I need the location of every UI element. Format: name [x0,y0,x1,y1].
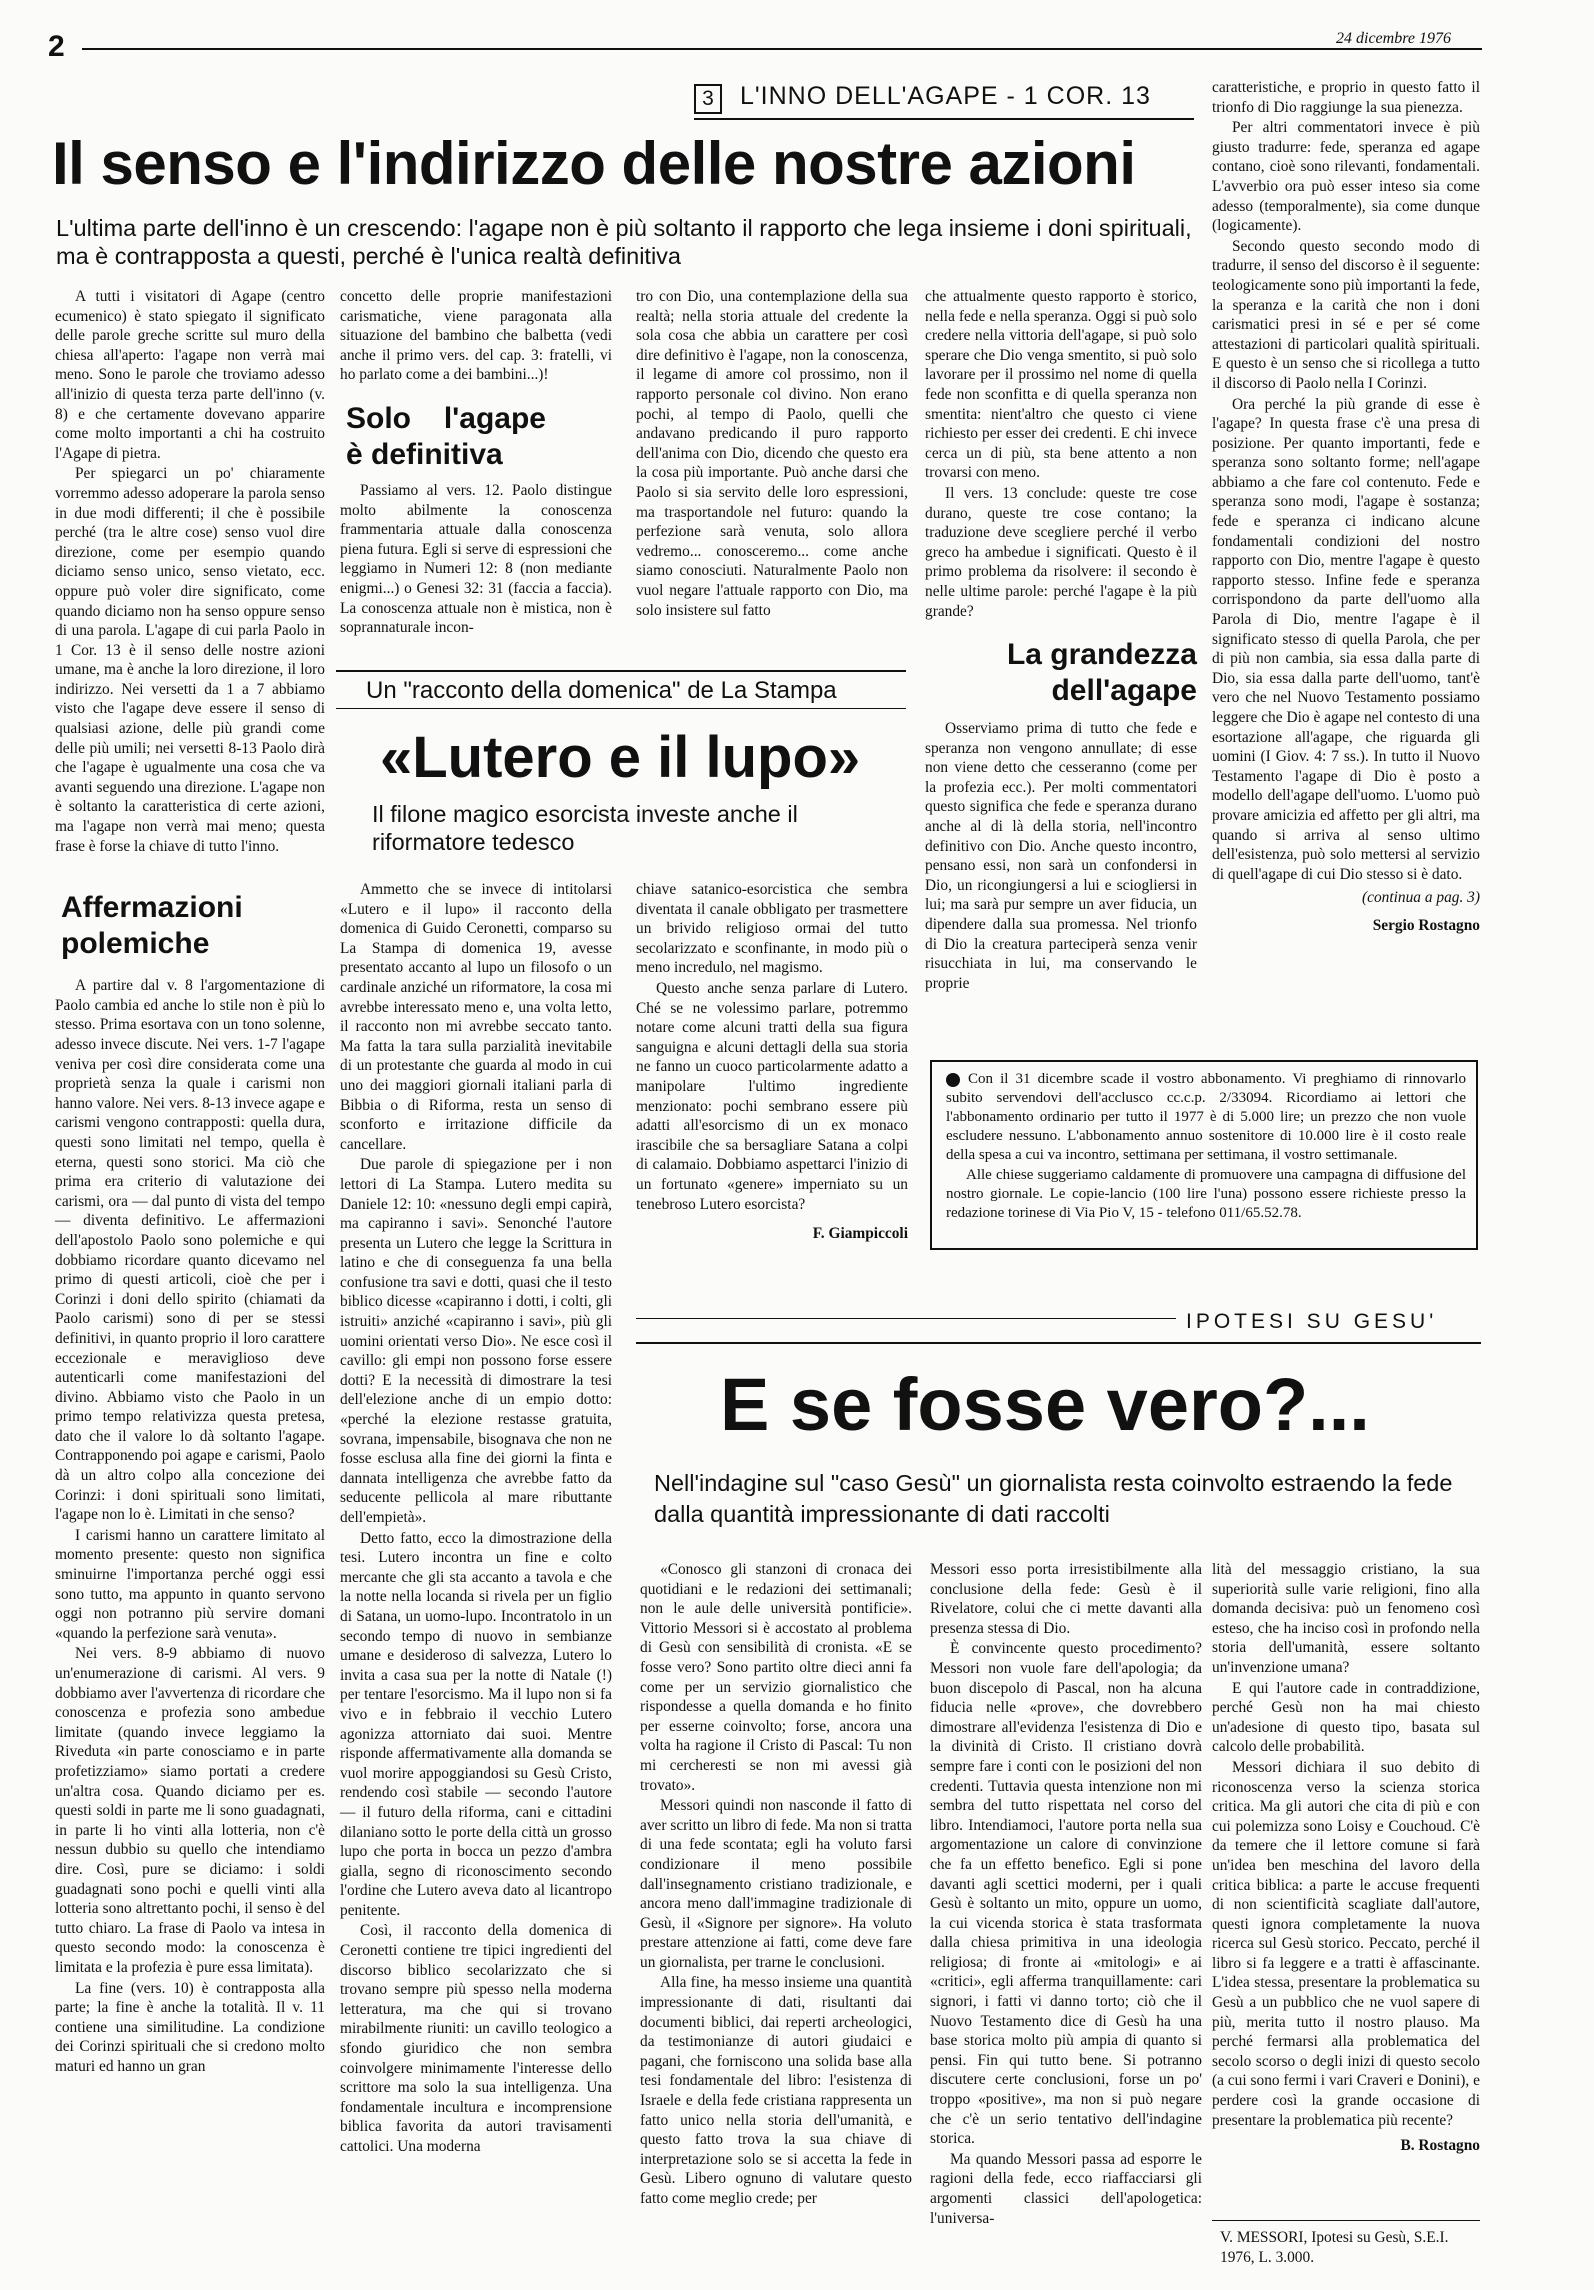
lutero-signature: F. Giampiccoli [812,1225,908,1243]
paragraph: Questo anche senza parlare di Lutero. Ché se ne volessimo parlare, potremmo notare come alcuni tratti della sua figura sanguigna e alcuni dettagli della sua storia ne fanno un cuoco particolarmente adatto a manipolare l'ultimo ingrediente menzionato: pochi sembrano essere più adatti all'esorcismo di un ex monaco irascibile che sa bersagliare Satana a colpi di calamaio. Dobbiamo aspettarci l'inizio di un fortunato «genere» imperniato su un tenebroso Lutero esorcista? [636,979,908,1213]
agape-deck: L'ultima parte dell'inno è un crescendo: l'agape non è più soltanto il rapporto che lega insieme i doni spirituali, ma è contrapposta a questi, perché è l'unica realtà definitiva [56,215,1192,269]
paragraph: caratteristiche, e proprio in questo fatto il trionfo di Dio raggiunge la sua pienezza. [1212,79,1480,116]
paragraph: Messori esso porta irresistibilmente alla conclusione della fede: Gesù è il Rivelatore, colui che ci mette davanti alla presenza stessa di Dio. [930,1561,1202,1637]
paragraph: «Conosco gli stanzoni di cronaca dei quotidiani e le redazioni dei settimanali; non le aule delle università pontificie». Vittorio Messori si è accostato al problema di Gesù con sensibilità di cronista. «E se fosse vero? Sono partito oltre dieci anni fa come per un servizio giornalistico che rispondesse a quella domanda e ho finito per esserne coinvolto; forse, ancora una volta ha ragione il Cristo di Pascal: Tu non mi cercheresti se non mi avessi già trovato». [640,1561,912,1794]
agape-column-2 [340,287,612,637]
paragraph: Due parole di spiegazione per i non lettori di La Stampa. Lutero medita su Daniele 12: 10: «nessuno degli empi capirà, ma capiranno i savi». Senonché l'autore presenta un Lutero che legge la Scrittura in latino e che di conseguenza fa una bella confusione tra savi e dotti, quasi che il testo biblico dicesse «capiranno i dotti, i colti, gli istruiti» anziché «capiranno i savi», più gli uomini orientati verso Dio». Ne esce così il cavillo: gli empi non possono forse essere dotti? E la necessità di dimostrare la tesi dell'elezione anche di un empio dotto: «perché la elezione restasse gratuita, sovrana, impensabile, bisognava che non ne fosse esclusa alla fine dei giorni la finta e dannata intelligenza che avrebbe fatto da seducente pellicola al mare ributtante dell'empietà». [340,1156,612,1526]
book-reference: V. MESSORI, Ipotesi su Gesù, S.E.I. 1976, L. 3.000. [1220,2229,1449,2266]
agape-column-4 [925,287,1197,1047]
issue-date: 24 dicembre 1976 [1336,30,1451,47]
paragraph: Detto fatto, ecco la dimostrazione della tesi. Lutero incontra un fine e colto mercante che gli sta accanto a tavola e che la notte nella locanda si rivela per un figlio di Satana, un uomo-lupo. Incontratolo in un secondo tempo di nuovo in sembianze umane e desideroso di salvezza, Lutero lo invita a casa sua per la notte di Natale (!) per tentare l'esorcismo. Ma il lupo non si fa vivo e in febbraio il vecchio Lutero agonizza attorniato dai suoi. Mentre risponde affermativamente alla domanda se vuol morire appoggiandosi su Gesù Cristo, rendendo così stabile — secondo l'autore — il futuro della riforma, cani e cittadini dilaniano sotto le porte della città un grosso lupo che porta in bocca un pezzo d'ambra gialla, segno di riconoscimento secondo l'ordine che Lutero aveva dato al licantropo penitente. [340,1529,612,1919]
header-rule [82,48,1482,50]
book-ref-rule [1212,2220,1480,2221]
paragraph: chiave satanico-esorcistica che sembra diventata il canale obbligato per trasmettere un brivido religioso ormai del tutto secolarizzato e sconfinante, in modo più o meno incredulo, nel magismo. [636,881,908,977]
subheading-affermazioni: Affermazioni polemiche [61,891,243,961]
lutero-headline: «Lutero e il lupo» [380,725,861,790]
paragraph: E qui l'autore cade in contraddizione, perché Gesù non ha mai chiesto un'adesione di questo tipo, basata sul calcolo delle probabilità. [1212,1679,1480,1756]
agape-column-5 [1212,78,1480,1068]
paragraph: Messori quindi non nasconde il fatto di aver scritto un libro di fede. Ma non si tratta di una fede scontata; egli ha voluto farsi condizionare il meno possibile dall'insegnamento cristiano tradizionale, e ancora meno dall'immagine tradizionale di Gesù, il «Signore per signore». Ha voluto prestare attenzione ai fatti, come deve fare un giornalista, per trarne le conclusioni. [640,1797,912,1971]
paragraph: tro con Dio, una contemplazione della sua realtà; nella storia attuale del credente la sola cosa che abbia un carattere per così dire definitivo è l'agape, non la conoscenza, il legame di amore col prossimo, non il rapporto personale col divino. Non erano pochi, al tempo di Paolo, quelli che andavano predicando il puro rapporto dell'anima con Dio, dicendo che questo era la cosa più importante. Può anche darsi che Paolo si sia servito delle loro espressioni, ma trasportandole nel futuro: quando la perfezione sarà venuta, solo allora vedremo... conosceremo... come anche siamo conosciuti. Naturalmente Paolo non vuol negare l'attuale rapporto con Dio, ma solo insistere sul fatto [636,288,908,619]
gesu-headline: E se fosse vero?... [720,1363,1370,1446]
subscription-notice [930,1060,1478,1250]
gesu-column-1 [640,1560,912,2280]
paragraph: Il vers. 13 conclude: queste tre cose durano, queste tre cose contano; la traduzione deve scegliere perché il verbo greco ha ambedue i significati. Questo è il primo problema da risolvere: il secondo è nelle ultime parole: perché l'agape è la più grande? [925,484,1197,620]
lutero-kicker-rule [336,708,906,709]
series-label: L'INNO DELL'AGAPE - 1 COR. 13 [740,82,1151,110]
paragraph: lità del messaggio cristiano, la sua superiorità sulle varie religioni, fino alla domanda decisiva: può un fenomeno così esteso, che ha inciso così in profondo nella storia dell'umanità, essere soltanto un'invenzione umana? [1212,1561,1480,1676]
paragraph: Nei vers. 8-9 abbiamo di nuovo un'enumerazione di carismi. Al vers. 9 dobbiamo aver l'avvertenza di ricordare che conoscenza e profezia sono ambedue limitate (quando invece leggiamo la Riveduta «in parte conosciamo e in parte profetizziamo» siamo portati a credere un'altra cosa. Quando diciamo per es. questi soldi in parte me li sono guadagnati, in parte li ho vinti alla lotteria, non c'è nessun dubbio su quello che intendiamo dire. Così, pure se diciamo: i soldi guadagnati sono pochi e quelli vinti alla lotteria sono altrettanto pochi, il senso è del tutto chiaro. La frase di Paolo va intesa in questo secondo modo: la conoscenza è limitata e la profezia è pure essa limitata). [55,1645,325,1976]
agape-signature: Sergio Rostagno [1372,916,1480,934]
paragraph: I carismi hanno un carattere limitato al momento presente: questo non significa sminuirne l'importanza perché oggi essi sono tutto, ma appunto in quanto servono oggi non potranno più servire domani «quando la perfezione sarà venuta». [55,1526,325,1642]
bullet-icon [946,1073,960,1087]
gesu-kicker-rule [636,1342,1481,1344]
paragraph: A partire dal v. 8 l'argomentazione di Paolo cambia ed anche lo stile non è più lo stesso. Prima esortava con un tono solenne, adesso invece discute. Nei vers. 1-7 l'agape veniva per così dire considerata come una proprietà senza la quale i carismi non hanno valore. Nei vers. 8-13 invece agape e carismi vengono contrapposti: quella dura, questi sono limitati nel tempo, quella è eterna, questi sono storici. Ma ciò che prima era criterio di valutazione dei carismi, ora — dal punto di vista del tempo — diventa definitivo. Le affermazioni dell'apostolo Paolo sono polemiche e qui dobbiamo ricordare quanto dicevamo nel primo di questi articoli, cioè che per i Corinzi i doni dello spirito (chiamati da Paolo carismi) sono di per se stessi definitivi, in quanto proprio il loro carattere eccezionale e meraviglioso deve autenticarli come manifestazioni del divino. Abbiamo visto che Paolo in un primo tempo relativizza questa pretesa, dato che il valore lo dà soltanto l'agape. Contrapponendo poi agape e carismi, Paolo dà un altro colpo alla concezione dei Corinzi: i doni spirituali sono limitati, l'agape non lo è. Limitati in che senso? [55,977,325,1524]
paragraph: Ma quando Messori passa ad esporre le ragioni della fede, ecco riaffacciarsi gli argomenti classici dell'apologetica: l'universa- [930,2150,1202,2227]
gesu-deck: Nell'indagine sul "caso Gesù" un giornalista resta coinvolto estraendo la fede dalla quantità impressionante di dati raccolti [654,1470,1453,1527]
lutero-column-1 [340,880,612,2280]
paragraph: È convincente questo procedimento? Messori non vuole fare dell'apologia; da buon discepolo di Pascal, non ha alcuna fiducia nelle «prove», che dovrebbero dimostrare all'evidenza l'esistenza di Dio e la divinità di Cristo. Il cristiano dovrà sempre fare i conti con le posizioni del non credenti. Tuttavia questa intenzione non mi sembra del tutto rispettata nel corso del libro. Intendiamoci, l'autore porta nella sua argomentazione un calore di convinzione che fa un effetto benefico. Egli si pone davanti agli scettici moderni, per i quali Gesù è soltanto un mito, oppure un uomo, la cui vicenda storica è stata trasformata dalla chiesa primitiva in una ideologia religiosa; di fronte ai «mitologi» e ai «critici», egli afferma tranquillamente: cari signori, i fatti vi danno torto; ciò che il Nuovo Testamento dice di Gesù ha una base storica molto più ampia di quanto si pensi. Fin qui tutto bene. Si potranno discutere certe conclusioni, forse un po' troppo «positive», ma non si può negare che c'è un serio tentativo dell'indagine storica. [930,1640,1202,2148]
lutero-column-2 [636,880,908,1300]
subheading-solo-agape: Solo l'agape è definitiva [346,401,546,471]
paragraph: Per altri commentatori invece è più giusto tradurre: fede, speranza ed agape contano, cioè sono rilevanti, fondamentali. L'avverbio ora può esser inteso sia come adesso (temporalmente), sia come dunque (logicamente). [1212,119,1480,235]
gesu-signature: B. Rostagno [1400,2137,1480,2155]
paragraph: concetto delle proprie manifestazioni carismatiche, viene paragonata alla situazione del bambino che balbetta (vedi anche il primo vers. del cap. 3: fratelli, vi ho parlato come a dei bambini...)! [340,288,612,384]
series-number-box: 3 [694,84,722,114]
subscription-text [946,1070,1466,1242]
paragraph: che attualmente questo rapporto è storico, nella fede e nella speranza. Oggi si può solo credere nella vittoria dell'agape, si può solo sperare che Dio venga smentito, si può solo lavorare per il prossimo nel nome di quella fede non sconfitta e di quella speranza non smentita: nient'altro che questo ci viene richiesto per esser dei credenti. E chi invece cerca un di più, sta bene attento a non trovarsi con meno. [925,288,1197,482]
gesu-top-rule [636,1318,1176,1319]
paragraph: Per spiegarci un po' chiaramente vorremmo adesso adoperare la parola senso in due modi differenti; il che è possibile perché (tra le altre cose) senso vuol dire direzione, come per esempio quando diciamo senso unico, senso vietato, ecc. oppure può voler dire significato, come quando diciamo non ha senso oppure senso di una parola. L'agape di cui parla Paolo in 1 Cor. 13 è il senso delle nostre azioni umane, ma è anche la loro direzione, il loro indirizzo. Nei versetti da 1 a 7 abbiamo visto che l'agape deve essere il senso di qualsiasi azione, delle più grandi come delle più umili; nei versetti 8-13 Paolo dirà che l'agape è ugualmente una cosa che va avanti seguendo una direzione. L'agape non è soltanto la caratteristica di certe azioni, ma l'agape non verrà mai meno; questa frase è forse la chiave di tutto l'inno. [55,465,325,855]
paragraph: Alla fine, ha messo insieme una quantità impressionante di dati, risultanti dai documenti biblici, dai reperti archeologici, da testimonianze di autori giudaici e pagani, che forniscono una solida base alla tesi fondamentale del libro: l'esistenza di Israele e della fede cristiana rappresenta un fatto unico nella storia dell'umanità, e questo fatto trova la sua chiave di interpretazione solo se si accetta la fede in Gesù. Libero ognuno di valutare questo fatto come meglio crede; per [640,1974,912,2207]
subscription-paragraph: Alle chiese suggeriamo caldamente di promuovere una campagna di diffusione del nostro giornale. Le copie-lancio (100 lire l'una) possono essere richieste presso la redazione torinese di Via Pio V, 15 - telefono 011/65.52.78. [946,1167,1466,1221]
subheading-grandezza: La grandezza dell'agape [1006,638,1197,708]
paragraph: Messori dichiara il suo debito di riconoscenza verso la scienza storica critica. Ma gli autori che cita di più e con cui polemizza sono Loisy e Couchoud. C'è da temere che il lettore comune si farà un'idea ben meschina del lavoro della critica biblica: a parte le accuse frequenti di non scientificità scagliate dall'autore, questi ignora completamente la nuova ricerca sul Gesù storico. Peccato, perché il libro si fa leggere e a tratti è affascinante. L'idea stessa, presentare la problematica su Gesù a un pubblico che ne vuol sapere di più, merita tutto il nostro plauso. Ma perché fermarsi alla problematica del secolo scorso o degli inizi di questo secolo (a cui sono fermi i vari Craveri e Donini), e perdere così la grande occasione di presentare la problematica più recente? [1212,1758,1480,2129]
agape-headline: Il senso e l'indirizzo delle nostre azioni [52,130,1136,197]
paragraph: Secondo questo secondo modo di tradurre, il senso del discorso è il seguente: teologicamente sono più importanti la fede, la speranza e la carità che non i doni carismatici presi in sé e per sé come attestazioni di particolari qualità spirituali. E questo è un senso che si ricollega a tutto il discorso di Paolo nella I Corinzi. [1212,237,1480,392]
lutero-deck: Il filone magico esorcista investe anche il riformatore tedesco [372,801,798,855]
gesu-column-2 [930,1560,1202,2280]
lutero-top-rule [336,670,906,672]
paragraph: Ora perché la più grande di esse è l'agape? In questa frase c'è una presa di posizione. Per quanto importanti, fede e speranza sono soltanto forme; nell'agape abbiamo a che fare col contenuto. Fede e speranza sono modi, l'agape è sostanza; fede e speranza ci indicano alcune fondamentali condizioni del nostro rapporto con Dio, mentre l'agape è questo rapporto stesso. Infine fede e speranza corrispondono da parte dell'uomo alla Parola di Dio, mentre l'agape è il significato stesso di quella Parola, che per di più non cambia, sia essa dalla parte di Dio, sia essa dalla parte dell'uomo, tant'è vero che nel Nuovo Testamento possiamo leggere che Dio è agape nel contesto di una esortazione all'agape, che riguarda gli uomini (I Giov. 4: 7 ss.). In tutto il Nuovo Testamento l'agape di Dio è posto a modello dell'agape dell'uomo. L'uomo può provare amicizia ed affetto per gli altri, ma quando si arriva al senso ultimo dell'esistenza, può solo mettersi al servizio di quell'agape di cui Dio stesso si è dato. [1212,395,1480,883]
paragraph: Ammetto che se invece di intitolarsi «Lutero e il lupo» il racconto della domenica di Guido Ceronetti, comparso su La Stampa di domenica 19, avesse presentato accanto al lupo un filosofo o un cardinale anziché un riformatore, la cosa mi avrebbe interessato meno e, una volta letto, il racconto non mi avrebbe seccato tanto. Ma fatta la tara sulla parzialità inevitabile di un protestante che guarda al modo in cui uno dei maggiori giornali italiani parla di Bibbia o di Riforma, resta un senso di sconforto e irritazione difficile da cancellare. [340,881,612,1153]
agape-column-3 [636,287,908,667]
paragraph: Così, il racconto della domenica di Ceronetti contiene tre tipici ingredienti del discorso biblico secolarizzato che si trovano sempre più spesso nella moderna letteratura, ma che qui si trovano mirabilmente riuniti: un cavillo teologico a sfondo giuridico che non sembra coinvolgere minimamente l'interesse dello scrittore ma solo la sua intelligenza. Una fondamentale incultura e incomprensione biblica favorita da autori travisamenti cattolici. Una moderna [340,1922,612,2155]
page-number: 2 [48,30,65,63]
series-underline [694,118,1194,120]
gesu-column-3 [1212,1560,1480,2155]
lutero-kicker: Un "racconto della domenica" de La Stampa [366,677,837,704]
gesu-kicker: IPOTESI SU GESU' [1186,1310,1438,1333]
paragraph: Passiamo al vers. 12. Paolo distingue molto abilmente la conoscenza frammentaria attuale dalla conoscenza piena futura. Egli si serve di espressioni che leggiamo in Numeri 12: 8 (non mediante enigmi...) o Genesi 32: 31 (faccia a faccia). La conoscenza attuale non è mistica, non è soprannaturale incon- [340,481,612,637]
paragraph: Osserviamo prima di tutto che fede e speranza non vengono annullate; di esse non viene detto che cesseranno (come per la profezia ecc.). Per molti commentatori questo significa che fede e speranza durano anche al di là della storia, nell'incontro definitivo con Dio. Anche questo incontro, pensano essi, non sarà un confondersi in Dio, un ricongiungersi a lui e sciogliersi in lui; ma sarà pur sempre un aver fiducia, un dipendere dalla sua promessa. Nel trionfo di Dio la creatura parteciperà senza venir risucchiata in lui, ma conservando le proprie [925,720,1197,992]
paragraph: La fine (vers. 10) è contrapposta alla parte; la fine è anche la totalità. Il v. 11 contiene una similitudine. La condizione dei Corinzi spirituali che si credono molto maturi ed hanno un gran [55,1979,325,2075]
agape-column-1 [55,287,325,2277]
paragraph: A tutti i visitatori di Agape (centro ecumenico) è stato spiegato il significato delle parole greche scritte sul muro della chiesa all'aperto: l'agape non verrà mai meno. Sono le parole che troviamo adesso all'inizio di questa terza parte dell'inno (v. 8) e che certamente dovevano apparire come molto importanti a chi ha costruito l'Agape di pietra. [55,288,325,462]
subscription-paragraph: Con il 31 dicembre scade il vostro abbonamento. Vi preghiamo di rinnovarlo subito servendovi dell'acclusco cc.c.p. 2/33094. Ricordiamo ai lettori che l'abbonamento ordinario per tutto il 1977 è di 5.000 lire; un prezzo che non vuole escludere nessuno. L'abbonamento annuo sostenitore di 10.000 lire è il costo reale della spesa a cui va incontro, settimana per settimana, il vostro settimanale. [946,1071,1466,1163]
continua-note: (continua a pag. 3) [1362,889,1480,907]
